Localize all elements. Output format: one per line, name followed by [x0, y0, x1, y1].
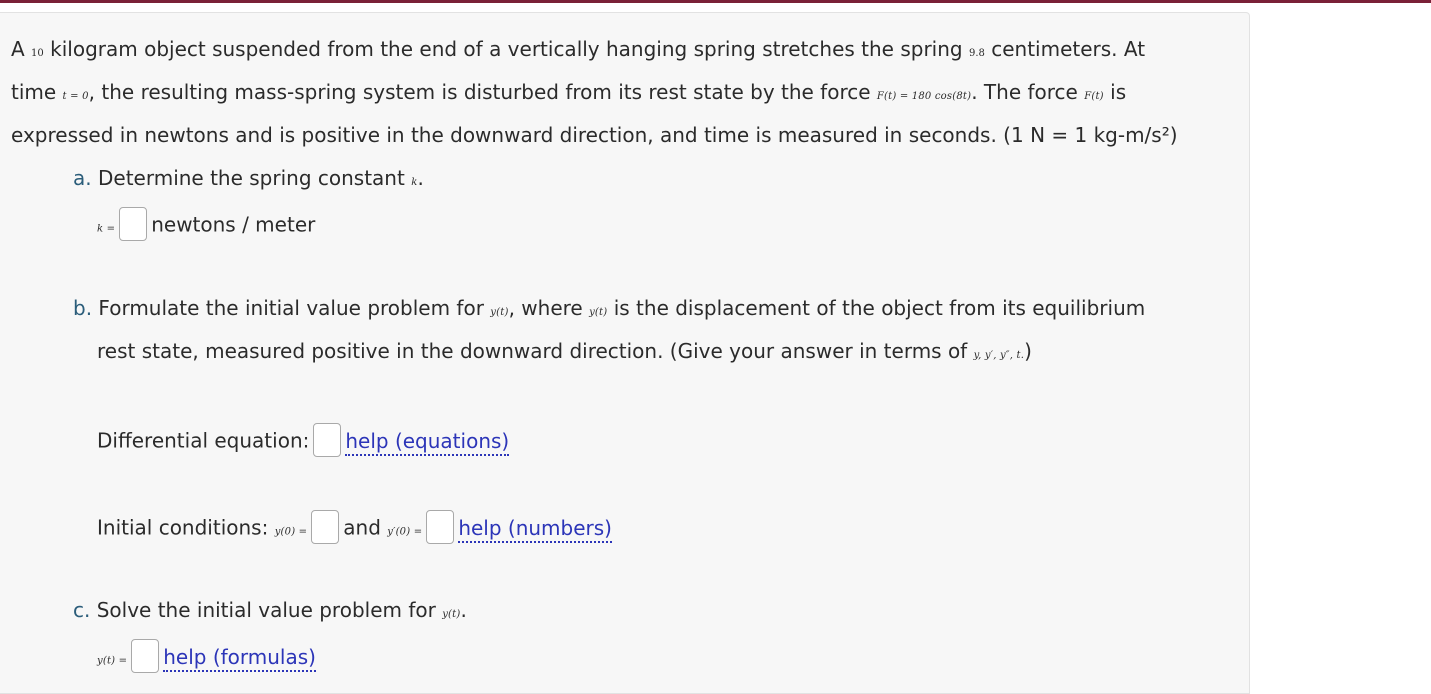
question-text: Determine the spring constant — [91, 166, 412, 190]
top-rule — [0, 0, 1431, 3]
mass-value: 10 — [31, 48, 44, 59]
part-c-answer-row — [97, 641, 316, 675]
part-a-question — [73, 166, 424, 195]
differential-equation-row — [97, 425, 509, 459]
intro-text: , the resulting mass-spring system is disturbed from its rest state by the force — [88, 80, 877, 104]
yprime0-answer-input[interactable] — [426, 510, 454, 544]
intro-text: is — [1103, 80, 1127, 104]
question-text: . — [460, 598, 467, 622]
y-prime-zero-math: y′(0) = — [387, 526, 423, 538]
question-text: . — [417, 166, 424, 190]
y-of-t-math: y(t) — [490, 307, 509, 318]
y-of-t-equals-math: y(t) = — [97, 655, 128, 667]
k-symbol-math: k — [411, 177, 418, 188]
y-zero-math: y(0) = — [274, 526, 308, 538]
k-equals-math: k = — [97, 223, 116, 235]
intro-text: expressed in newtons and is positive in the downward direction, and time is measured in seconds. (1 N = 1 kg-m/s²) — [11, 123, 1178, 147]
y0-answer-input[interactable] — [311, 510, 339, 544]
force-symbol-math: F(t) — [1084, 91, 1104, 102]
k-answer-input[interactable] — [119, 207, 147, 241]
question-text: Solve the initial value problem for — [90, 598, 443, 622]
help-numbers-link[interactable]: help (numbers) — [458, 516, 612, 543]
and-text: and — [343, 515, 381, 540]
stretch-value: 9.8 — [968, 48, 985, 59]
initial-conditions-label: Initial conditions: — [97, 515, 269, 540]
part-c-question — [73, 598, 467, 627]
question-text: Formulate the initial value problem for — [92, 296, 491, 320]
y-of-t-math: y(t) — [589, 307, 608, 318]
help-formulas-link[interactable]: help (formulas) — [163, 645, 316, 672]
part-a-answer-row — [97, 209, 315, 243]
differential-equation-label: Differential equation: — [97, 428, 310, 453]
part-a-label: a. — [73, 166, 92, 190]
question-text: rest state, measured positive in the downward direction. (Give your answer in terms of — [97, 339, 974, 363]
question-text: is the displacement of the object from its equilibrium — [607, 296, 1146, 320]
intro-text: time — [11, 80, 63, 104]
intro-text: centimeters. At — [984, 37, 1146, 61]
help-equations-link[interactable]: help (equations) — [345, 429, 509, 456]
force-expression-math: F(t) = 180 cos(8t) — [876, 91, 972, 102]
part-b-question-line-2 — [97, 339, 1032, 368]
intro-text: A — [11, 37, 32, 61]
part-b-label: b. — [73, 296, 93, 320]
part-b-question-line-1 — [73, 296, 1145, 325]
initial-conditions-row — [97, 512, 612, 546]
solution-answer-input[interactable] — [131, 639, 159, 673]
part-c-label: c. — [73, 598, 91, 622]
unit-label: newtons / meter — [151, 212, 316, 237]
intro-line-1 — [11, 37, 1145, 66]
time-zero-math: t = 0 — [62, 91, 89, 102]
differential-equation-input[interactable] — [313, 423, 341, 457]
variables-math: y, y′, y″, t. — [973, 350, 1025, 361]
intro-text: . The force — [971, 80, 1085, 104]
intro-line-2 — [11, 80, 1126, 109]
intro-text: kilogram object suspended from the end of a vertically hanging spring stretches the spring — [43, 37, 969, 61]
question-text: , where — [508, 296, 590, 320]
intro-line-3 — [11, 123, 1178, 147]
y-of-t-math: y(t) — [442, 609, 461, 620]
question-text: ) — [1024, 339, 1032, 363]
